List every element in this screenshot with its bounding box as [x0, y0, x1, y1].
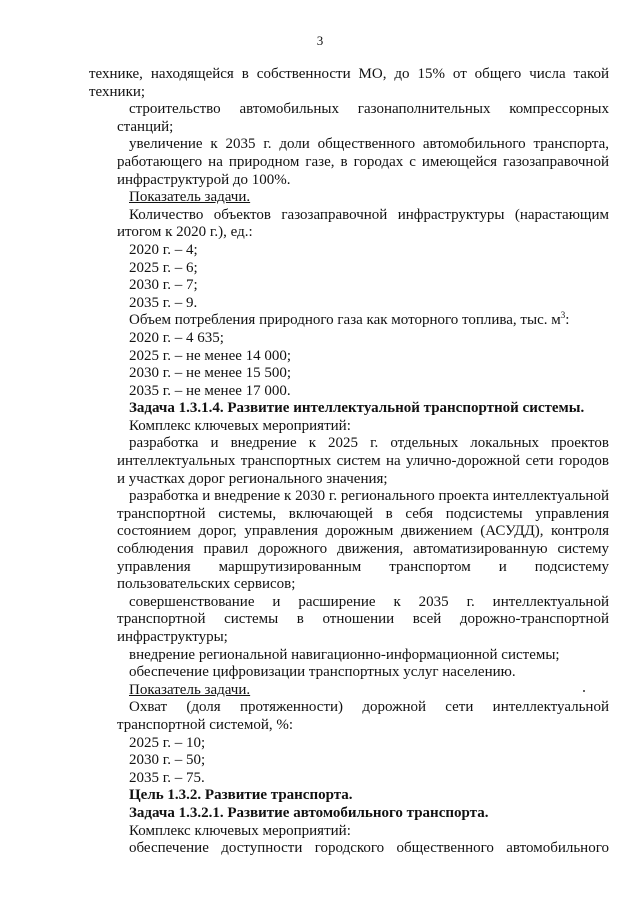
paragraph: Количество объектов газозаправочной инфраструктуры (нарастающим итогом к 2020 г.), ед.:: [117, 206, 609, 241]
paragraph-tail: :: [565, 312, 570, 329]
scan-speck: [583, 690, 585, 692]
section-subheading: [117, 682, 609, 700]
list-item: 2035 г. – не менее 17 000.: [129, 382, 291, 399]
list-item: 2025 г. – 6;: [129, 259, 198, 276]
list-item: 2035 г. – 75.: [129, 769, 205, 786]
paragraph-text: Объем потребления природного газа как моторного топлива, тыс. м: [129, 312, 561, 329]
list-item: 2025 г. – не менее 14 000;: [129, 347, 292, 364]
goal-heading: Цель 1.3.2. Развитие транспорта.: [129, 787, 353, 804]
underlined-heading: Показатель задачи.: [129, 189, 251, 206]
list-item: 2030 г. – не менее 15 500;: [129, 365, 292, 382]
section-subheading: [117, 189, 609, 207]
paragraph: [117, 312, 609, 330]
superscript: 3: [560, 310, 566, 321]
page-number: 3: [316, 33, 324, 48]
paragraph: обеспечение цифровизации транспортных услуг населению.: [129, 664, 516, 681]
paragraph: технике, находящейся в собственности МО, до 15% от общего числа такой техники;: [89, 66, 609, 100]
paragraph: разработка и внедрение к 2030 г. регионального проекта интеллектуальной транспортной системы, включающей в себя подсистемы управления состоянием дорог, управления дорожным движением (АСУДД), контроля соблюдения правил дорожного движения, автоматизированную систему управления маршрутизированным транспортом и подсистему пользовательских сервисов;: [117, 488, 609, 593]
paragraph: строительство автомобильных газонаполнительных компрессорных станций;: [117, 101, 609, 135]
list-item: 2025 г. – 10;: [129, 734, 206, 751]
paragraph: Охват (доля протяженности) дорожной сети интеллектуальной транспортной системой, %:: [117, 699, 609, 733]
list-item: 2035 г. – 9.: [129, 294, 198, 311]
list-item: 2020 г. – 4;: [129, 241, 198, 258]
task-heading: Задача 1.3.2.1. Развитие автомобильного транспорта.: [129, 804, 489, 821]
task-heading: Задача 1.3.1.4. Развитие интеллектуальной транспортной системы.: [129, 400, 585, 417]
underlined-heading: Показатель задачи.: [129, 681, 251, 698]
document-body: [89, 66, 609, 858]
paragraph: увеличение к 2035 г. доли общественного автомобильного транспорта, работающего на природном газе, в городах с имеющейся газозаправочной инфраструктурой до 100%.: [117, 136, 609, 188]
paragraph: Комплекс ключевых мероприятий:: [129, 417, 351, 434]
list-item: 2030 г. – 7;: [129, 277, 198, 294]
paragraph: обеспечение доступности городского общественного автомобильного: [129, 840, 609, 857]
list-item: 2020 г. – 4 635;: [129, 329, 224, 346]
list-item: 2030 г. – 50;: [129, 752, 206, 769]
paragraph: Комплекс ключевых мероприятий:: [129, 822, 351, 839]
paragraph: внедрение региональной навигационно-информационной системы;: [129, 646, 560, 663]
paragraph: разработка и внедрение к 2025 г. отдельных локальных проектов интеллектуальных транспортных систем на улично-дорожной сети городов и участках дорог регионального значения;: [117, 435, 609, 487]
paragraph: совершенствование и расширение к 2035 г. интеллектуальной транспортной системы в отношении всей дорожно-транспортной инфраструктуры;: [117, 593, 609, 645]
